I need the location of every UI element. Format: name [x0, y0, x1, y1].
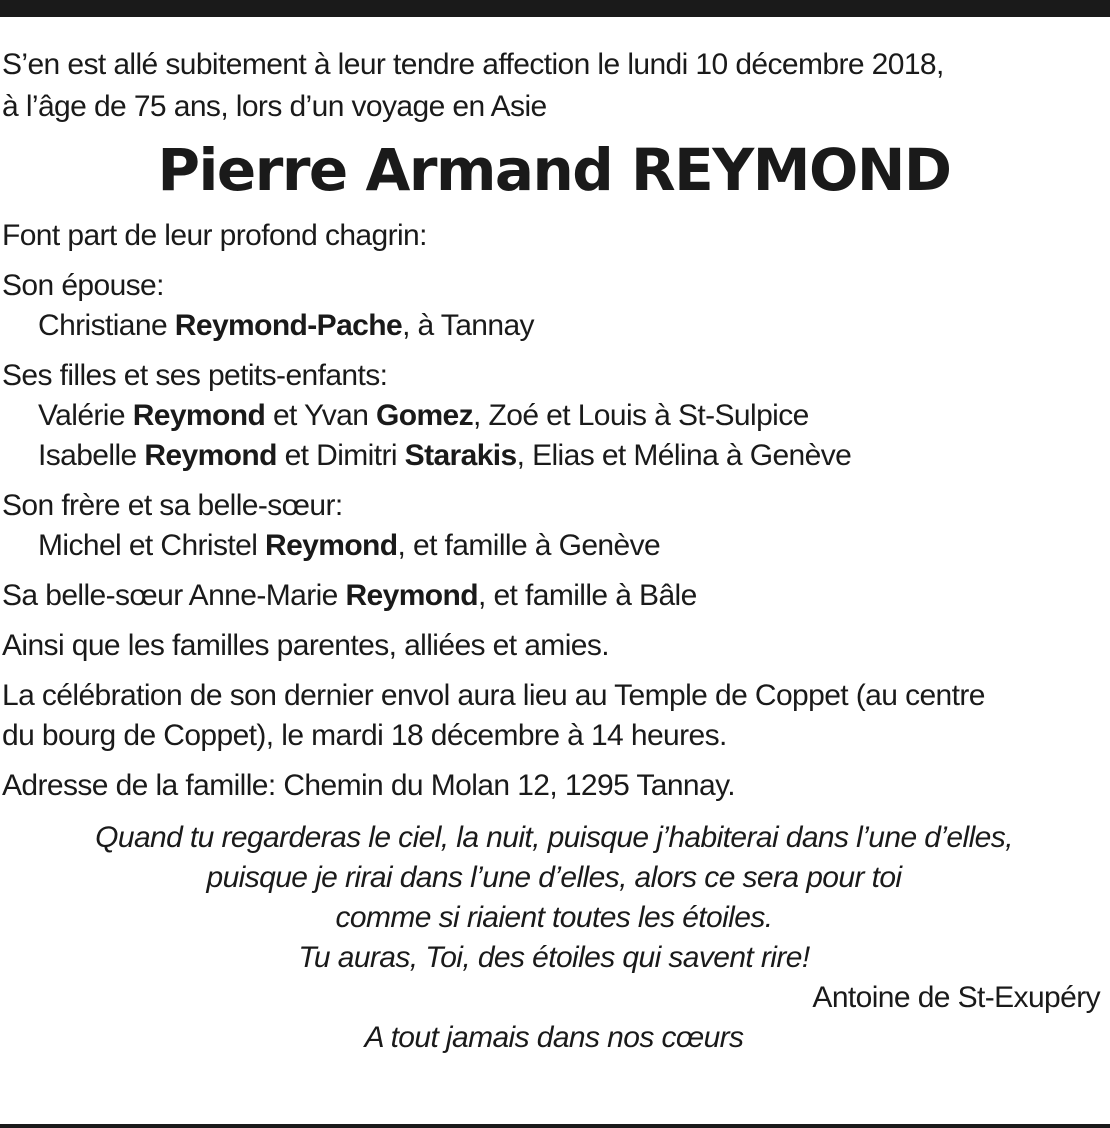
brother-first: Michel et Christel — [38, 529, 266, 562]
brother-line — [2, 526, 1106, 566]
brother-rest: , et famille à Genève — [397, 529, 661, 562]
sister-in-law-first: Sa belle-sœur Anne-Marie — [2, 579, 346, 612]
children-heading: Ses filles et ses petits-enfants: — [2, 359, 388, 392]
quote-line-2: puisque je rirai dans l’une d’elles, alors ce sera pour toi — [206, 861, 902, 894]
child-1-rest: , Zoé et Louis à St-Sulpice — [473, 399, 809, 432]
quote-line-3: comme si riaient toutes les étoiles. — [335, 901, 773, 934]
brother-heading: Son frère et sa belle-sœur: — [2, 489, 343, 522]
child-2-last: Reymond — [144, 439, 277, 472]
brother-last: Reymond — [265, 529, 398, 562]
top-rule — [0, 0, 1110, 17]
child-2-rest: , Elias et Mélina à Genève — [516, 439, 852, 472]
sister-in-law-last: Reymond — [345, 579, 478, 612]
quote-line-1: Quand tu regarderas le ciel, la nuit, puisque j’habiterai dans l’une d’elles, — [95, 821, 1013, 854]
child-2-partner-last: Starakis — [404, 439, 517, 472]
child-2-first: Isabelle — [38, 439, 145, 472]
families-line: Ainsi que les familles parentes, alliées et amies. — [2, 629, 609, 662]
deceased-name: Pierre Armand REYMOND — [157, 136, 951, 204]
sister-in-law-line — [2, 576, 1106, 616]
spouse-heading: Son épouse: — [2, 269, 164, 302]
obituary-notice — [2, 44, 1106, 1058]
closing-line: A tout jamais dans nos cœurs — [364, 1021, 744, 1054]
address-line: Adresse de la famille: Chemin du Molan 12, 1295 Tannay. — [2, 769, 736, 802]
children-line-2 — [2, 436, 1106, 476]
ceremony-line-2: du bourg de Coppet), le mardi 18 décembre à 14 heures. — [2, 719, 727, 752]
quote-author: Antoine de St-Exupéry — [812, 981, 1100, 1014]
ceremony-line-1: La célébration de son dernier envol aura lieu au Temple de Coppet (au centre — [2, 679, 985, 712]
child-2-partner-first: et Dimitri — [276, 439, 405, 472]
spouse-line — [2, 306, 1106, 346]
child-1-last: Reymond — [132, 399, 266, 432]
children-line-1 — [2, 396, 1106, 436]
spouse-last: Reymond-Pache — [174, 309, 403, 342]
spouse-place: , à Tannay — [402, 309, 534, 342]
child-1-partner-last: Gomez — [376, 399, 474, 432]
child-1-partner-first: et Yvan — [265, 399, 377, 432]
intro-line-2: à l’âge de 75 ans, lors d’un voyage en Asie — [2, 90, 547, 123]
bottom-rule — [0, 1124, 1110, 1128]
child-1-first: Valérie — [38, 399, 133, 432]
sister-in-law-rest: , et famille à Bâle — [477, 579, 697, 612]
spouse-first: Christiane — [38, 309, 175, 342]
announcement: Font part de leur profond chagrin: — [2, 219, 427, 252]
quote-line-4: Tu auras, Toi, des étoiles qui savent rire! — [298, 941, 810, 974]
intro-line-1: S’en est allé subitement à leur tendre affection le lundi 10 décembre 2018, — [2, 48, 944, 81]
